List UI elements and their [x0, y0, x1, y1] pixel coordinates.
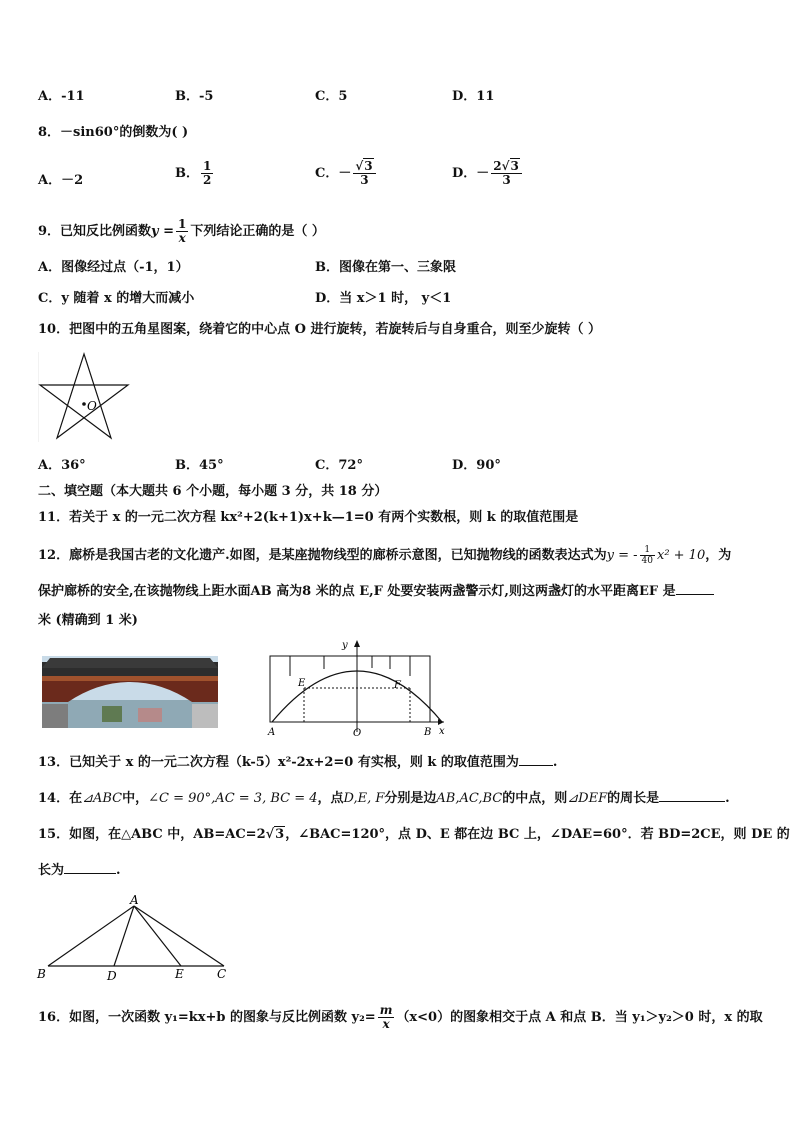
label-a: A — [130, 893, 139, 907]
q9-option-d: D．当 x＞1 时， y＜1 — [315, 291, 452, 306]
side-ac — [134, 906, 224, 966]
q10-option-a: A．36° — [38, 458, 86, 473]
q9-option-c: C．y 随着 x 的增大而减小 — [38, 291, 195, 306]
segment-ae — [134, 906, 181, 966]
label-b: B — [424, 727, 432, 738]
q13: 13．已知关于 x 的一元二次方程（k-5）x²-2x+2=0 有实根，则 k 的取值范围为 . — [38, 755, 558, 770]
label-e: E — [175, 967, 184, 981]
q10-option-d: D．90° — [452, 458, 501, 473]
q9-option-a: A．图像经过点（-1，1） — [38, 260, 189, 275]
q12-line1: 12．廊桥是我国古老的文化遗产.如图，是某座抛物线型的廊桥示意图，已知抛物线的函数表达式为y = - $\frac{1}{40}$ x² + 10，为 — [38, 545, 732, 566]
label-y: y — [342, 640, 348, 651]
segment-ad — [114, 906, 134, 966]
section-heading: 二、填空题（本大题共 6 个小题，每小题 3 分，共 18 分） — [38, 484, 388, 499]
q9-option-b: B．图像在第一、三象限 — [315, 260, 456, 275]
label-e: E — [298, 678, 306, 689]
q9-stem: 9．已知反比例函数y = $\frac{1}{x}$ 下列结论正确的是（ ） — [38, 217, 325, 245]
q12-line2: 保护廊桥的安全,在该抛物线上距水面AB 高为8 米的点 E,F 处要安装两盏警示灯,则这两盏灯的水平距离EF 是 — [38, 583, 714, 601]
side-ab — [48, 906, 134, 966]
q15-line1: 15．如图，在△ABC 中，AB=AC=2√3，∠BAC=120°，点 D、E 都在边 BC 上，∠DAE=60°．若 BD=2CE，则 DE 的 — [38, 827, 790, 842]
q7-option-b: B．-5 — [175, 89, 214, 104]
q10-option-c: C．72° — [315, 458, 363, 473]
triangle-diagram — [34, 892, 234, 982]
label-x: x — [439, 726, 445, 737]
q14: 14．在⊿ABC中，∠C = 90°,AC = 3, BC = 4，点D,E, F分别是边AB,AC,BC的中点，则⊿DEF的周长是 . — [38, 791, 730, 806]
q10-option-b: B．45° — [175, 458, 224, 473]
center-point — [82, 402, 86, 406]
label-d: D — [107, 969, 117, 982]
q8-option-a: A．－2 — [38, 173, 84, 188]
q7-option-a: A．-11 — [38, 89, 85, 104]
q10-stem: 10．把图中的五角星图案，绕着它的中心点 O 进行旋转，若旋转后与自身重合，则至少旋转（ ） — [38, 322, 601, 337]
q11: 11．若关于 x 的一元二次方程 kx²+2(k+1)x+k—1=0 有两个实数根，则 k 的取值范围是 — [38, 510, 579, 525]
q8-option-c: C．－ $\frac{√3}{3}$ — [315, 160, 378, 187]
q16: 16．如图，一次函数 y₁=kx+b 的图象与反比例函数 y₂= $\frac{m}{x}$ （x<0）的图象相交于点 A 和点 B．当 y₁＞y₂＞0 时，x 的取 — [38, 1003, 763, 1031]
parabola-diagram — [262, 636, 452, 740]
q12-line3: 米 (精确到 1 米) — [38, 613, 138, 628]
five-point-star — [40, 354, 128, 438]
q7-option-d: D．11 — [452, 89, 495, 104]
label-b: B — [37, 967, 46, 981]
label-o: O — [353, 728, 362, 739]
q8-option-d: D．－ $\frac{2√3}{3}$ — [452, 160, 524, 187]
label-c: C — [217, 967, 227, 981]
bridge-photo — [42, 656, 218, 728]
star-figure — [38, 352, 130, 442]
label-f: F — [394, 680, 401, 691]
q8-option-b: B． $\frac{1}{2}$ — [175, 159, 212, 187]
q7-option-c: C．5 — [315, 89, 348, 104]
q8-stem: 8．－sin60°的倒数为( ) — [38, 125, 189, 140]
label-a: A — [268, 727, 276, 738]
center-label: O — [87, 399, 97, 413]
q15-line2: 长为 . — [38, 863, 121, 878]
